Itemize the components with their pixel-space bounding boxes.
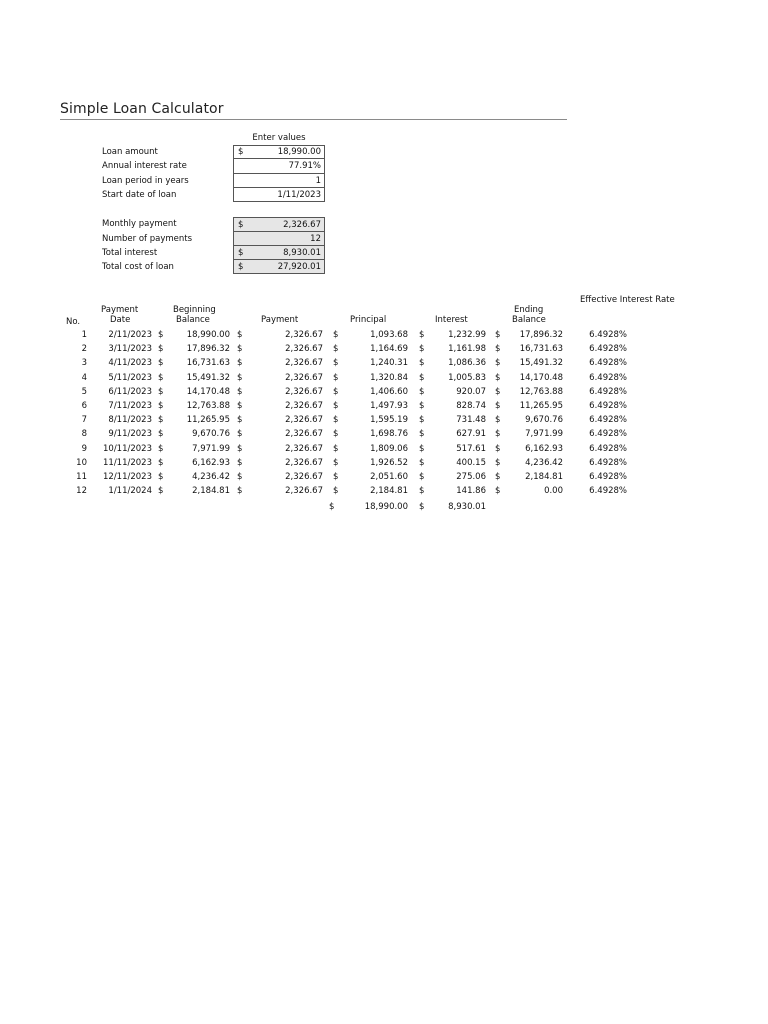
- payment-amount: 2,326.67: [285, 457, 323, 468]
- row-number: 3: [81, 358, 87, 369]
- currency-symbol: $: [237, 372, 243, 383]
- effective-rate: 6.4928%: [589, 401, 627, 411]
- beginning-balance: 15,491.32: [186, 372, 230, 383]
- row-number: 9: [81, 443, 87, 454]
- payment-amount: 2,326.67: [285, 372, 323, 383]
- currency-symbol: $: [495, 429, 501, 440]
- interest-amount: 627.91: [456, 429, 486, 440]
- ending-balance: 17,896.32: [519, 330, 563, 340]
- row-number: 6: [81, 401, 87, 411]
- payment-amount: 2,326.67: [285, 386, 323, 397]
- effective-rate: 6.4928%: [589, 372, 627, 383]
- ending-balance: 16,731.63: [519, 344, 563, 355]
- payment-amount: 2,326.67: [285, 358, 323, 369]
- currency-symbol: $: [238, 220, 244, 230]
- currency-symbol: $: [333, 443, 339, 454]
- row-number: 7: [81, 415, 87, 426]
- beginning-balance: 9,670.76: [192, 429, 230, 440]
- header-ending-line1: Ending: [514, 305, 544, 315]
- currency-symbol: $: [419, 429, 425, 440]
- currency-symbol: $: [419, 330, 425, 340]
- row-number: 5: [81, 386, 87, 397]
- currency-symbol: $: [495, 386, 501, 397]
- header-payment-date-line2: Date: [110, 315, 131, 325]
- interest-amount: 731.48: [456, 415, 486, 426]
- currency-symbol: $: [333, 386, 339, 397]
- payment-amount: 2,326.67: [285, 472, 323, 482]
- beginning-balance: 18,990.00: [186, 330, 230, 340]
- currency-symbol: $: [419, 344, 425, 355]
- currency-symbol: $: [237, 401, 243, 411]
- currency-symbol: $: [237, 429, 243, 440]
- currency-symbol: $: [333, 472, 339, 482]
- enter-values-header: Enter values: [252, 133, 306, 143]
- currency-symbol: $: [333, 457, 339, 468]
- payment-amount: 2,326.67: [285, 330, 323, 340]
- currency-symbol: $: [333, 415, 339, 426]
- row-number: 2: [81, 344, 87, 355]
- payment-date: 1/11/2024: [108, 486, 152, 497]
- currency-symbol: $: [419, 486, 425, 497]
- total-interest-sum-value: 8,930.01: [448, 502, 486, 512]
- ending-balance: 6,162.93: [525, 443, 563, 454]
- principal-amount: 1,093.68: [370, 330, 408, 340]
- currency-symbol: $: [419, 472, 425, 482]
- row-number: 4: [81, 372, 87, 383]
- beginning-balance: 7,971.99: [192, 443, 230, 454]
- interest-amount: 1,005.83: [448, 372, 486, 383]
- header-no: No.: [66, 317, 81, 327]
- currency-symbol: $: [495, 472, 501, 482]
- row-number: 10: [76, 457, 87, 468]
- currency-symbol: $: [158, 386, 164, 397]
- effective-rate: 6.4928%: [589, 429, 627, 440]
- payment-date: 5/11/2023: [108, 372, 152, 383]
- total-principal-currency: $: [329, 502, 335, 512]
- beginning-balance: 16,731.63: [186, 358, 230, 369]
- principal-amount: 1,698.76: [370, 429, 408, 440]
- currency-symbol: $: [158, 415, 164, 426]
- principal-amount: 2,184.81: [370, 486, 408, 497]
- currency-symbol: $: [419, 372, 425, 383]
- currency-symbol: $: [419, 415, 425, 426]
- row-number: 1: [81, 330, 87, 340]
- principal-amount: 1,164.69: [370, 344, 408, 355]
- currency-symbol: $: [333, 429, 339, 440]
- header-principal: Principal: [350, 315, 387, 325]
- loan-period-label: Loan period in years: [102, 176, 189, 186]
- start-date-value: 1/11/2023: [277, 190, 321, 200]
- principal-amount: 1,595.19: [370, 415, 408, 426]
- principal-amount: 1,497.93: [370, 401, 408, 411]
- beginning-balance: 4,236.42: [192, 472, 230, 482]
- payment-date: 7/11/2023: [108, 401, 152, 411]
- principal-amount: 1,240.31: [370, 358, 408, 369]
- payment-date: 2/11/2023: [108, 330, 152, 340]
- currency-symbol: $: [237, 386, 243, 397]
- interest-amount: 828.74: [456, 401, 486, 411]
- currency-symbol: $: [158, 358, 164, 369]
- payment-amount: 2,326.67: [285, 429, 323, 440]
- payment-amount: 2,326.67: [285, 486, 323, 497]
- currency-symbol: $: [238, 248, 244, 258]
- effective-rate: 6.4928%: [589, 486, 627, 497]
- total-interest-label: Total interest: [102, 248, 158, 258]
- total-cost-label: Total cost of loan: [102, 262, 174, 272]
- total-interest-value: 8,930.01: [283, 248, 321, 258]
- principal-amount: 1,809.06: [370, 443, 408, 454]
- payment-amount: 2,326.67: [285, 443, 323, 454]
- payment-amount: 2,326.67: [285, 401, 323, 411]
- principal-amount: 1,926.52: [370, 457, 408, 468]
- currency-symbol: $: [495, 344, 501, 355]
- effective-rate: 6.4928%: [589, 415, 627, 426]
- currency-symbol: $: [495, 457, 501, 468]
- currency-symbol: $: [333, 344, 339, 355]
- currency-symbol: $: [158, 486, 164, 497]
- payment-date: 9/11/2023: [108, 429, 152, 440]
- currency-symbol: $: [158, 457, 164, 468]
- ending-balance: 2,184.81: [525, 472, 563, 482]
- currency-symbol: $: [495, 443, 501, 454]
- payment-amount: 2,326.67: [285, 415, 323, 426]
- payment-date: 11/11/2023: [103, 457, 152, 468]
- principal-amount: 1,320.84: [370, 372, 408, 383]
- currency-symbol: $: [495, 372, 501, 383]
- currency-symbol: $: [237, 486, 243, 497]
- ending-balance: 11,265.95: [519, 401, 563, 411]
- currency-symbol: $: [495, 415, 501, 426]
- currency-symbol: $: [158, 472, 164, 482]
- loan-period-value: 1: [315, 176, 321, 186]
- interest-amount: 400.15: [456, 457, 486, 468]
- total-principal-value: 18,990.00: [364, 502, 408, 512]
- start-date-input[interactable]: [233, 187, 325, 202]
- payment-date: 8/11/2023: [108, 415, 152, 426]
- number-of-payments-label: Number of payments: [102, 234, 193, 244]
- currency-symbol: $: [158, 330, 164, 340]
- currency-symbol: $: [237, 344, 243, 355]
- total-interest-currency: $: [419, 502, 425, 512]
- currency-symbol: $: [419, 386, 425, 397]
- interest-amount: 1,232.99: [448, 330, 486, 340]
- effective-rate: 6.4928%: [589, 386, 627, 397]
- currency-symbol: $: [238, 262, 244, 272]
- currency-symbol: $: [419, 457, 425, 468]
- ending-balance: 9,670.76: [525, 415, 563, 426]
- ending-balance: 12,763.88: [519, 386, 563, 397]
- payment-date: 12/11/2023: [103, 472, 152, 482]
- interest-amount: 275.06: [456, 472, 486, 482]
- payment-date: 3/11/2023: [108, 344, 152, 355]
- beginning-balance: 11,265.95: [186, 415, 230, 426]
- effective-rate: 6.4928%: [589, 344, 627, 355]
- currency-symbol: $: [333, 372, 339, 383]
- beginning-balance: 12,763.88: [186, 401, 230, 411]
- currency-symbol: $: [237, 472, 243, 482]
- currency-symbol: $: [158, 344, 164, 355]
- row-number: 12: [76, 486, 87, 497]
- start-date-label: Start date of loan: [102, 190, 177, 200]
- interest-amount: 517.61: [456, 443, 486, 454]
- interest-amount: 1,086.36: [448, 358, 486, 369]
- currency-symbol: $: [333, 401, 339, 411]
- payment-date: 4/11/2023: [108, 358, 152, 369]
- payment-amount: 2,326.67: [285, 344, 323, 355]
- monthly-payment-cell: [233, 217, 325, 232]
- annual-interest-rate-value: 77.91%: [288, 161, 321, 171]
- ending-balance: 7,971.99: [525, 429, 563, 440]
- currency-symbol: $: [237, 330, 243, 340]
- ending-balance: 4,236.42: [525, 457, 563, 468]
- currency-symbol: $: [495, 358, 501, 369]
- currency-symbol: $: [237, 457, 243, 468]
- number-of-payments-cell: [233, 231, 325, 246]
- beginning-balance: 6,162.93: [192, 457, 230, 468]
- total-cost-value: 27,920.01: [277, 262, 321, 272]
- interest-amount: 1,161.98: [448, 344, 486, 355]
- currency-symbol: $: [158, 429, 164, 440]
- row-number: 8: [81, 429, 87, 440]
- header-beginning-line1: Beginning: [173, 305, 216, 315]
- currency-symbol: $: [419, 401, 425, 411]
- currency-symbol: $: [495, 330, 501, 340]
- header-payment-date-line1: Payment: [101, 305, 139, 315]
- principal-amount: 2,051.60: [370, 472, 408, 482]
- title-divider: [60, 119, 567, 120]
- currency-symbol: $: [237, 415, 243, 426]
- currency-symbol: $: [333, 358, 339, 369]
- beginning-balance: 17,896.32: [186, 344, 230, 355]
- currency-symbol: $: [238, 147, 244, 157]
- header-interest: Interest: [435, 315, 468, 325]
- currency-symbol: $: [419, 443, 425, 454]
- monthly-payment-value: 2,326.67: [283, 220, 321, 230]
- annual-interest-rate-label: Annual interest rate: [102, 161, 187, 171]
- currency-symbol: $: [158, 443, 164, 454]
- ending-balance: 0.00: [544, 486, 563, 497]
- effective-rate: 6.4928%: [589, 457, 627, 468]
- effective-rate: 6.4928%: [589, 358, 627, 369]
- interest-amount: 920.07: [456, 386, 486, 397]
- currency-symbol: $: [158, 372, 164, 383]
- beginning-balance: 2,184.81: [192, 486, 230, 497]
- principal-amount: 1,406.60: [370, 386, 408, 397]
- row-number: 11: [76, 472, 87, 482]
- beginning-balance: 14,170.48: [186, 386, 230, 397]
- header-beginning-line2: Balance: [176, 315, 210, 325]
- header-effective-interest-rate: Effective Interest Rate: [580, 295, 675, 305]
- currency-symbol: $: [333, 330, 339, 340]
- payment-date: 10/11/2023: [103, 443, 152, 454]
- currency-symbol: $: [333, 486, 339, 497]
- loan-amount-input[interactable]: [233, 145, 325, 159]
- header-payment: Payment: [261, 315, 299, 325]
- effective-rate: 6.4928%: [589, 443, 627, 454]
- loan-amount-label: Loan amount: [102, 147, 158, 157]
- header-ending-line2: Balance: [512, 315, 546, 325]
- effective-rate: 6.4928%: [589, 330, 627, 340]
- loan-amount-value: 18,990.00: [277, 147, 321, 157]
- currency-symbol: $: [419, 358, 425, 369]
- currency-symbol: $: [237, 358, 243, 369]
- total-interest-cell: [233, 245, 325, 260]
- currency-symbol: $: [158, 401, 164, 411]
- interest-amount: 141.86: [456, 486, 486, 497]
- page-title: Simple Loan Calculator: [60, 101, 224, 117]
- ending-balance: 14,170.48: [519, 372, 563, 383]
- currency-symbol: $: [237, 443, 243, 454]
- effective-rate: 6.4928%: [589, 472, 627, 482]
- number-of-payments-value: 12: [310, 234, 321, 244]
- monthly-payment-label: Monthly payment: [102, 219, 177, 229]
- payment-date: 6/11/2023: [108, 386, 152, 397]
- total-cost-cell: [233, 259, 325, 274]
- ending-balance: 15,491.32: [519, 358, 563, 369]
- loan-period-input[interactable]: [233, 173, 325, 188]
- annual-interest-rate-input[interactable]: [233, 159, 325, 174]
- currency-symbol: $: [495, 486, 501, 497]
- currency-symbol: $: [495, 401, 501, 411]
